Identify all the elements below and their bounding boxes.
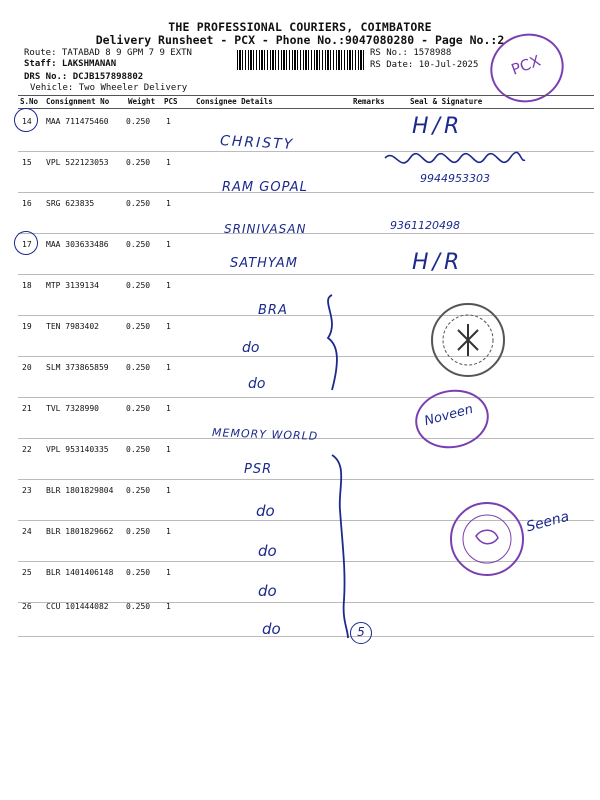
signature-seena: Seena (524, 508, 571, 536)
signature-noveen: Noveen (422, 401, 475, 430)
row-consignment: MAA 711475460 (46, 117, 109, 126)
row-consignment: CCU 101444082 (46, 602, 109, 611)
table-row (18, 233, 594, 275)
row-consignment: SRG 623835 (46, 199, 95, 208)
table-row (18, 110, 594, 152)
handwritten-consignee: CHRISTY (219, 133, 295, 153)
count-text: 5 (357, 625, 365, 639)
handwritten-consignee: SATHYAM (230, 256, 298, 271)
staff-label: Staff: LAKSHMANAN (24, 59, 117, 69)
brace-mark (318, 450, 368, 645)
rs-number: RS No.: 1578988 (370, 48, 452, 58)
row-pcs: 1 (166, 240, 171, 249)
col-consignee: Consignee Details (196, 97, 273, 106)
row-weight: 0.250 (126, 527, 151, 536)
col-sno: S.No (20, 97, 39, 106)
row-sno: 22 (22, 445, 32, 454)
row-weight: 0.250 (126, 404, 151, 413)
row-sno: 21 (22, 404, 32, 413)
row-pcs: 1 (166, 568, 171, 577)
row-sno: 16 (22, 199, 32, 208)
row-sno: 14 (22, 117, 32, 126)
handwritten-ditto: do (258, 542, 277, 560)
row-pcs: 1 (166, 486, 171, 495)
row-consignment: VPL 953140335 (46, 445, 109, 454)
row-pcs: 1 (166, 404, 171, 413)
row-weight: 0.250 (126, 602, 151, 611)
runsheet-subtitle: Delivery Runsheet - PCX - Phone No.:9047080280 - Page No.:2 (95, 33, 505, 47)
row-pcs: 1 (166, 158, 171, 167)
company-title: THE PROFESSIONAL COURIERS, COIMBATORE (168, 20, 432, 34)
row-consignment: BLR 1401406148 (46, 568, 114, 577)
row-pcs: 1 (166, 363, 171, 372)
row-sno: 25 (22, 568, 32, 577)
handwritten-hr: H/R (412, 250, 464, 275)
row-sno: 15 (22, 158, 32, 167)
col-pcs: PCS (164, 97, 178, 106)
row-pcs: 1 (166, 602, 171, 611)
row-weight: 0.250 (126, 445, 151, 454)
row-consignment: VPL 522123053 (46, 158, 109, 167)
pcx-stamp-text: PCX (508, 51, 544, 79)
header-rule-bottom (18, 108, 594, 109)
row-sno: 19 (22, 322, 32, 331)
row-pcs: 1 (166, 199, 171, 208)
row-sno: 24 (22, 527, 32, 536)
table-row (18, 595, 594, 637)
row-weight: 0.250 (126, 240, 151, 249)
row-consignment: TEN 7983402 (46, 322, 99, 331)
handwritten-consignee: SRINIVASAN (224, 222, 307, 236)
handwritten-phone: 9361120498 (390, 219, 460, 232)
row-weight: 0.250 (126, 568, 151, 577)
col-weight: Weight (128, 97, 156, 106)
row-sno: 26 (22, 602, 32, 611)
handwritten-ditto: do (258, 582, 277, 600)
row-consignment: BLR 1801829804 (46, 486, 114, 495)
handwritten-ditto: do (256, 502, 275, 520)
row-pcs: 1 (166, 445, 171, 454)
row-sno: 20 (22, 363, 32, 372)
row-consignment: SLM 373865859 (46, 363, 109, 372)
vehicle-label: Vehicle: Two Wheeler Delivery (30, 83, 188, 93)
handwritten-consignee: RAM GOPAL (222, 180, 308, 195)
row-weight: 0.250 (126, 199, 151, 208)
brace-mark (310, 290, 350, 400)
drs-number: DRS No.: DCJB157898802 (24, 72, 144, 82)
barcode (237, 50, 365, 70)
psr-seal-stamp (448, 500, 526, 578)
row-pcs: 1 (166, 322, 171, 331)
table-row (18, 438, 594, 480)
row-sno: 23 (22, 486, 32, 495)
row-consignment: TVL 7328990 (46, 404, 99, 413)
row-consignment: MTP 3139134 (46, 281, 99, 290)
row-weight: 0.250 (126, 158, 151, 167)
row-consignment: BLR 1801829662 (46, 527, 114, 536)
row-weight: 0.250 (126, 117, 151, 126)
header-rule-top (18, 95, 594, 96)
count-circle (350, 622, 372, 644)
handwritten-hr: H/R (412, 114, 464, 139)
row-weight: 0.250 (126, 486, 151, 495)
handwritten-phone: 9944953303 (420, 172, 490, 185)
rs-date: RS Date: 10-Jul-2025 (370, 60, 479, 70)
row-pcs: 1 (166, 281, 171, 290)
row-sno: 18 (22, 281, 32, 290)
row-pcs: 1 (166, 527, 171, 536)
handwritten-consignee: MEMORY WORLD (211, 426, 319, 443)
col-seal-signature: Seal & Signature (410, 97, 483, 106)
handwritten-ditto: do (242, 340, 260, 356)
row-pcs: 1 (166, 117, 171, 126)
row-sno: 17 (22, 240, 32, 249)
col-remarks: Remarks (353, 97, 385, 106)
handwritten-ditto: do (262, 620, 281, 638)
row-weight: 0.250 (126, 281, 151, 290)
row-consignment: MAA 303633486 (46, 240, 109, 249)
handwritten-consignee: PSR (244, 462, 273, 477)
col-consignment: Consignment No (46, 97, 110, 106)
route-label: Route: TATABAD 8 9 GPM 7 9 EXTN (24, 48, 192, 58)
row-weight: 0.250 (126, 363, 151, 372)
handwritten-ditto: do (248, 376, 266, 392)
handwritten-consignee: BRA (258, 303, 288, 318)
company-seal-stamp (428, 300, 508, 380)
row-weight: 0.250 (126, 322, 151, 331)
